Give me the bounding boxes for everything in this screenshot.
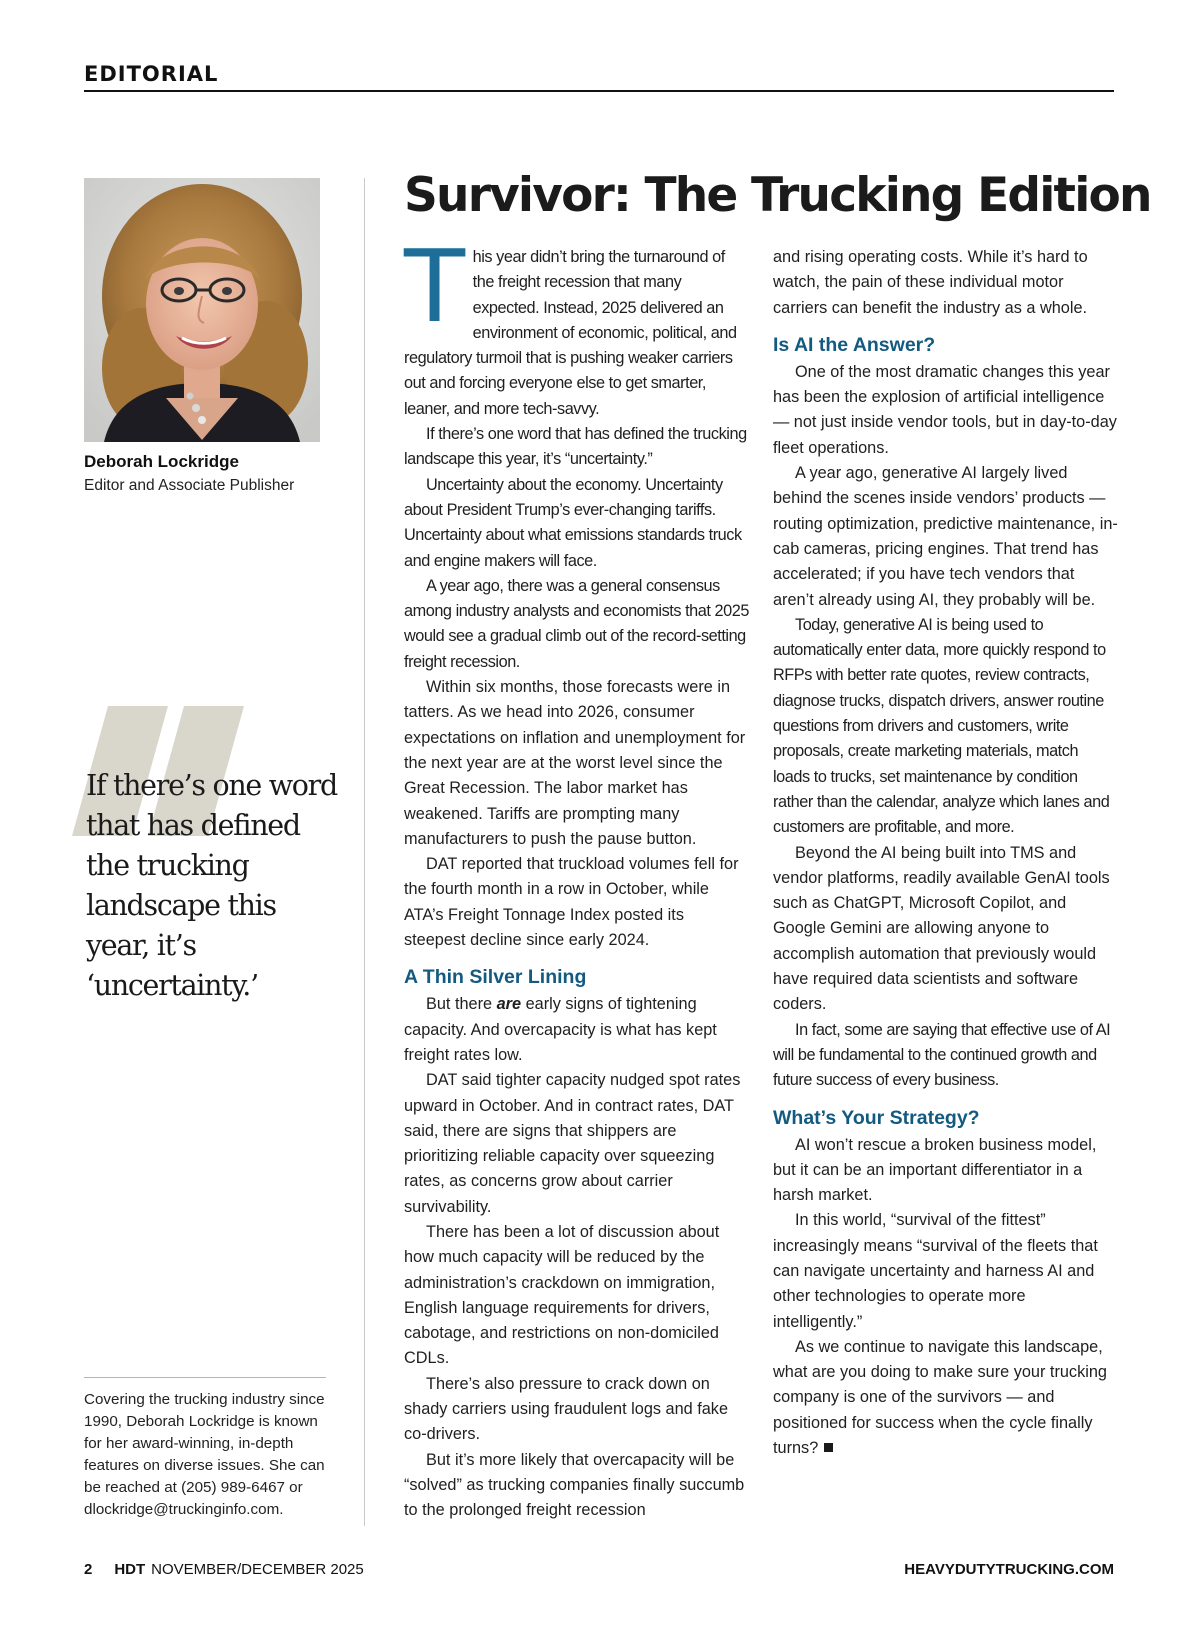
article-paragraph: In fact, some are saying that effective use of AI will be fundamental to the continued growth and future success of every business.	[773, 1020, 1111, 1090]
article-paragraph: A year ago, generative AI largely lived behind the scenes inside vendors’ products — routing optimization, predictive maintenance, in-cab cameras, pricing engines. That trend has accelerated; if you have tech vendors that aren’t already using AI, they probably will be.	[773, 464, 1118, 609]
article-headline: Survivor: The Trucking Edition	[404, 168, 1151, 223]
author-title: Editor and Associate Publisher	[84, 477, 295, 494]
page-number: 2	[84, 1561, 93, 1578]
article-column-2	[773, 245, 1118, 1461]
article-paragraph: As we continue to navigate this landscape, what are you doing to make sure your trucking company is one of the survivors — and positioned for success when the cycle finally turns?	[773, 1337, 1107, 1458]
article-paragraph: Today, generative AI is being used to automatically enter data, more quickly respond to RFPs with better rate quotes, review contracts, diagnose trucks, dispatch drivers, answer routine questions from drivers and customers, write proposals, create marketing materials, match loads to trucks, set maintenance by condition rather than the calendar, analyze which lanes and customers are profitable, and more.	[773, 615, 1110, 837]
bio-divider	[84, 1377, 326, 1378]
author-bio: Covering the trucking industry since 1990, Deborah Lockridge is known for her award-winning, in-depth features on diverse issues. She can be reached at (205) 989-6467 or dlockridge@truckinginfo.com.	[84, 1391, 325, 1518]
article-paragraph: There’s also pressure to crack down on shady carriers using fraudulent logs and fake co-drivers.	[404, 1374, 729, 1444]
article-paragraph: A year ago, there was a general consensus among industry analysts and economists that 2025 would see a gradual climb out of the record-setting freight recession.	[404, 576, 749, 671]
article-paragraph: Beyond the AI being built into TMS and vendor platforms, readily available GenAI tools such as ChatGPT, Microsoft Copilot, and Google Gemini are allowing anyone to accomplish automation that previously would have required data scientists and software coders.	[773, 843, 1110, 1014]
article-paragraph: But it’s more likely that overcapacity will be “solved” as trucking companies finally succumb to the prolonged freight recession	[404, 1450, 745, 1520]
drop-cap: T	[404, 228, 465, 345]
article-paragraph: In this world, “survival of the fittest” increasingly means “survival of the fleets that can navigate uncertainty and harness AI and other technologies to operate more intelligently.”	[773, 1211, 1098, 1331]
article-paragraph: This year didn’t bring the turnaround of the freight recession that many expected. Instead, 2025 delivered an environment of economic, political, and regulatory turmoil that is pushing weaker carriers out and forcing everyone else to get smarter, leaner, and more tech-savvy.	[404, 228, 737, 418]
publication-brand: HDT	[114, 1561, 146, 1578]
article-paragraph: If there’s one word that has defined the trucking landscape this year, it’s “uncertainty.”	[404, 425, 747, 469]
header-rule	[84, 90, 1114, 92]
article-paragraph: DAT said tighter capacity nudged spot rates upward in October. And in contract rates, DAT said, there are signs that shippers are prioritizing reliable capacity over squeezing rates, as concerns grow about carrier survivability.	[404, 1071, 741, 1216]
column-divider	[364, 178, 365, 1526]
article-paragraph: But there are early signs of tightening capacity. And overcapacity is what has kept freight rates low.	[404, 995, 717, 1064]
article-paragraph: There has been a lot of discussion about how much capacity will be reduced by the administration’s crackdown on immigration, English language requirements for drivers, cabotage, and restrictions on non-domiciled CDLs.	[404, 1222, 720, 1368]
end-square-icon	[824, 1443, 833, 1452]
pull-quote-block	[84, 720, 344, 1002]
article-paragraph: Uncertainty about the economy. Uncertainty about President Trump’s ever-changing tariffs. Uncertainty about what emissions standards truck and engine makers will face.	[404, 475, 742, 570]
section-label: EDITORIAL	[84, 62, 219, 86]
pull-quote: If there’s one word that has defined the trucking landscape this year, it’s ‘uncertainty.’	[86, 769, 337, 1002]
article-paragraph: DAT reported that truckload volumes fell for the fourth month in a row in October, while ATA’s Freight Tonnage Index posted its steepest decline since early 2024.	[404, 855, 739, 950]
author-name: Deborah Lockridge	[84, 452, 239, 471]
subhead-ai-answer: Is AI the Answer?	[773, 333, 936, 356]
subhead-silver-lining: A Thin Silver Lining	[404, 966, 587, 989]
author-photo	[84, 178, 320, 442]
footer-left	[84, 1561, 364, 1578]
article-paragraph: AI won’t rescue a broken business model, but it can be an important differentiator in a harsh market.	[773, 1135, 1097, 1205]
website-link[interactable]: HEAVYDUTYTRUCKING.COM	[904, 1561, 1114, 1578]
article-column-1	[404, 228, 749, 1524]
article-paragraph: Within six months, those forecasts were in tatters. As we head into 2026, consumer expectations on inflation and unemployment for the next year are at the worst level since the Great Recession. The labor market has weakened. Tariffs are prompting many manufacturers to push the pause button.	[404, 678, 746, 848]
article-paragraph: and rising operating costs. While it’s hard to watch, the pain of these individual motor carriers can benefit the industry as a whole.	[773, 248, 1088, 317]
article-paragraph: One of the most dramatic changes this year has been the explosion of artificial intelligence — not just inside vendor tools, but in day-to-day fleet operations.	[773, 362, 1117, 457]
issue-date: NOVEMBER/DECEMBER 2025	[151, 1561, 364, 1578]
subhead-strategy: What’s Your Strategy?	[773, 1106, 980, 1129]
